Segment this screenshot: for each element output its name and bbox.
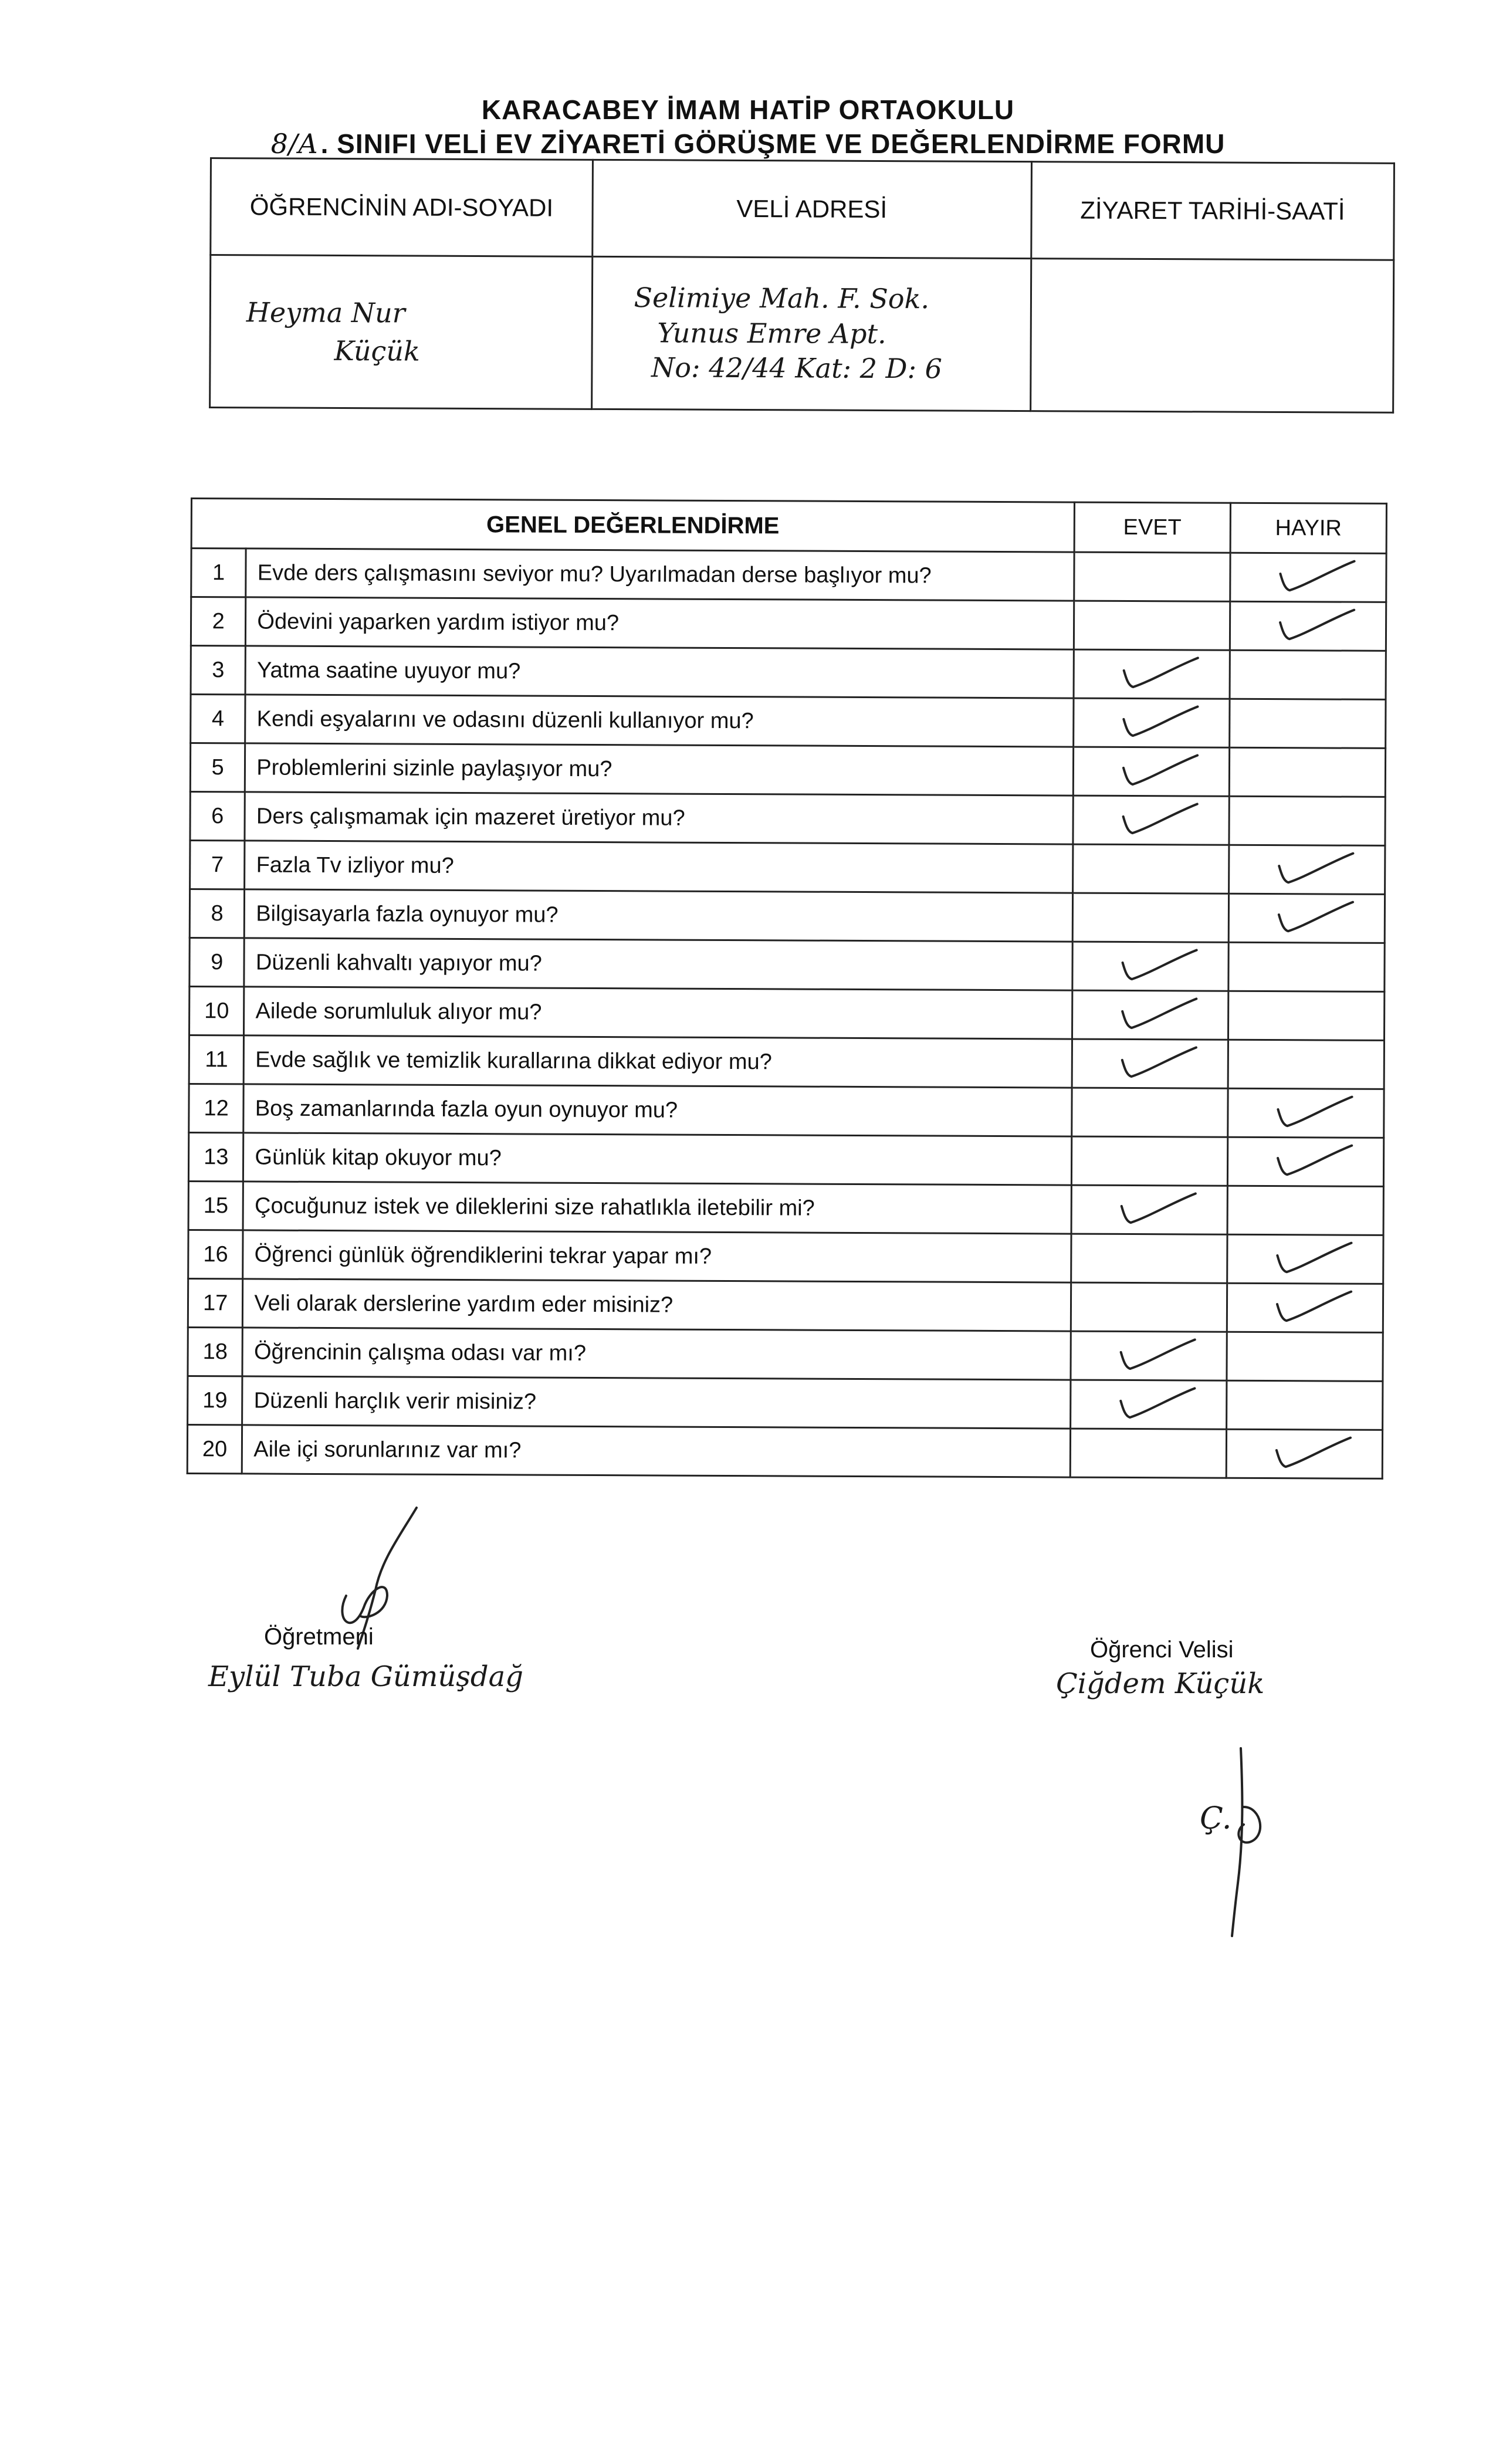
- answer-no-cell: [1227, 1186, 1383, 1235]
- teacher-label: Öğretmeni: [264, 1624, 374, 1650]
- checkmark-icon: [1272, 605, 1360, 648]
- question-number: 17: [188, 1278, 243, 1327]
- checkmark-icon: [1115, 702, 1203, 744]
- answer-no-cell: [1230, 601, 1386, 651]
- evaluation-row: [189, 1084, 1384, 1138]
- evaluation-row: [189, 889, 1385, 943]
- answer-no-cell: [1227, 1137, 1383, 1186]
- question-text: Düzenli harçlık verir misiniz?: [242, 1376, 1071, 1429]
- answer-no-cell: [1227, 1283, 1383, 1332]
- question-number: 8: [189, 889, 245, 938]
- answer-no-cell: [1228, 1088, 1384, 1138]
- answer-no-cell: [1230, 699, 1386, 748]
- answer-no-cell: [1228, 893, 1385, 943]
- header-student-name: ÖĞRENCİNİN ADI-SOYADI: [211, 158, 593, 257]
- question-text: Aile içi sorunlarınız var mı?: [242, 1425, 1071, 1477]
- answer-yes-cell: [1071, 1136, 1227, 1186]
- checkmark-icon: [1269, 1238, 1357, 1281]
- evaluation-row: [188, 1278, 1383, 1332]
- checkmark-icon: [1271, 848, 1359, 891]
- header-parent-address: VELİ ADRESİ: [592, 160, 1031, 258]
- answer-no-cell: [1227, 1234, 1383, 1284]
- question-text: Evde sağlık ve temizlik kurallarına dikkat ediyor mu?: [243, 1035, 1072, 1088]
- question-number: 13: [188, 1132, 243, 1181]
- question-text: Boş zamanlarında fazla oyun oynuyor mu?: [243, 1084, 1072, 1136]
- answer-yes-cell: [1072, 990, 1228, 1040]
- answer-no-cell: [1229, 796, 1385, 845]
- question-number: 11: [189, 1035, 244, 1084]
- checkmark-icon: [1269, 1287, 1357, 1329]
- evaluation-row: [188, 1181, 1383, 1235]
- evaluation-row: [188, 1230, 1383, 1284]
- address-cell: [591, 256, 1031, 411]
- question-number: 2: [191, 597, 246, 646]
- question-text: Veli olarak derslerine yardım eder misiniz?: [243, 1279, 1071, 1331]
- evaluation-row: [189, 986, 1385, 1040]
- question-text: Düzenli kahvaltı yapıyor mu?: [244, 938, 1072, 990]
- question-text: Yatma saatine uyuyor mu?: [245, 646, 1074, 698]
- question-text: Günlük kitap okuyor mu?: [243, 1133, 1072, 1185]
- question-number: 9: [189, 937, 245, 986]
- evaluation-row: [191, 597, 1386, 651]
- evaluation-table: [187, 497, 1387, 1480]
- form-title-text: . SINIFI VELİ EV ZİYARETİ GÖRÜŞME VE DEĞERLENDİRME FORMU: [320, 128, 1226, 159]
- header-visit-datetime: ZİYARET TARİHİ-SAATİ: [1031, 162, 1394, 260]
- question-number: 18: [188, 1327, 243, 1376]
- answer-yes-cell: [1071, 1282, 1227, 1332]
- question-text: Evde ders çalışmasını seviyor mu? Uyarılmadan derse başlıyor mu?: [246, 549, 1074, 601]
- answer-no-cell: [1228, 1040, 1384, 1089]
- answer-yes-cell: [1072, 893, 1228, 942]
- question-text: Ders çalışmamak için mazeret üretiyor mu?: [245, 792, 1073, 844]
- answer-yes-cell: [1071, 1234, 1227, 1283]
- student-name-line2: Küçük: [334, 334, 420, 367]
- checkmark-icon: [1270, 1092, 1358, 1135]
- evaluation-row: [189, 1035, 1384, 1089]
- question-number: 7: [190, 841, 245, 889]
- checkmark-icon: [1115, 750, 1203, 793]
- answer-yes-cell: [1074, 649, 1230, 699]
- evaluation-row: [190, 743, 1385, 797]
- answer-yes-cell: [1071, 1185, 1227, 1234]
- evaluation-row: [187, 1424, 1382, 1478]
- question-number: 16: [188, 1230, 243, 1278]
- checkmark-icon: [1113, 1189, 1201, 1231]
- answer-no-cell: [1228, 942, 1385, 991]
- question-text: Kendi eşyalarını ve odasını düzenli kullanıyor mu?: [245, 695, 1074, 747]
- answer-yes-cell: [1073, 747, 1229, 796]
- answer-no-cell: [1229, 747, 1385, 797]
- student-name-line1: Heyma Nur: [246, 296, 405, 329]
- checkmark-icon: [1272, 556, 1360, 599]
- evaluation-row: [188, 1132, 1383, 1186]
- question-number: 6: [190, 792, 245, 841]
- visit-datetime-cell: [1030, 259, 1394, 413]
- evaluation-row: [188, 1327, 1383, 1381]
- teacher-name: Eylül Tuba Gümüşdağ: [208, 1660, 523, 1693]
- checkmark-icon: [1270, 1140, 1358, 1183]
- answer-yes-cell: [1074, 601, 1230, 650]
- answer-yes-cell: [1072, 942, 1228, 991]
- question-text: Bilgisayarla fazla oynuyor mu?: [245, 889, 1073, 942]
- question-number: 19: [188, 1376, 243, 1424]
- question-text: Öğrenci günlük öğrendiklerini tekrar yapar mı?: [243, 1230, 1071, 1282]
- checkmark-icon: [1112, 1335, 1200, 1377]
- question-number: 3: [191, 646, 246, 695]
- answer-no-cell: [1227, 1332, 1383, 1381]
- question-number: 20: [187, 1424, 242, 1473]
- evaluation-row: [191, 695, 1386, 749]
- header-yes: EVET: [1074, 502, 1230, 553]
- school-title: KARACABEY İMAM HATİP ORTAOKULU: [481, 94, 1015, 125]
- student-name-cell: [210, 255, 593, 409]
- class-handwritten: 8/A: [270, 128, 319, 160]
- parent-name: Çiğdem Küçük: [1056, 1667, 1265, 1700]
- question-number: 15: [188, 1181, 243, 1230]
- checkmark-icon: [1114, 945, 1202, 988]
- question-number: 4: [191, 695, 246, 743]
- parent-signature: [1179, 1742, 1297, 1942]
- evaluation-row: [189, 937, 1385, 991]
- checkmark-icon: [1271, 897, 1359, 940]
- student-info-table: [209, 157, 1395, 414]
- answer-no-cell: [1226, 1429, 1382, 1478]
- question-number: 5: [190, 743, 245, 792]
- question-number: 10: [189, 986, 245, 1035]
- checkmark-icon: [1268, 1433, 1356, 1475]
- answer-no-cell: [1228, 991, 1384, 1040]
- evaluation-row: [191, 549, 1386, 603]
- checkmark-icon: [1115, 653, 1203, 696]
- answer-yes-cell: [1073, 796, 1229, 845]
- parent-initials: Ç.: [1200, 1801, 1232, 1836]
- evaluation-row: [191, 646, 1386, 700]
- answer-yes-cell: [1072, 844, 1228, 893]
- question-text: Ödevini yaparken yardım istiyor mu?: [246, 597, 1074, 649]
- answer-no-cell: [1227, 1380, 1383, 1430]
- answer-yes-cell: [1074, 552, 1230, 601]
- form-title: [0, 128, 1496, 160]
- question-text: Problemlerini sizinle paylaşıyor mu?: [245, 743, 1074, 796]
- question-text: Fazla Tv izliyor mu?: [245, 841, 1073, 893]
- header-no: HAYIR: [1230, 503, 1386, 553]
- question-text: Ailede sorumluluk alıyor mu?: [244, 987, 1072, 1039]
- parent-label: Öğrenci Velisi: [1090, 1637, 1234, 1663]
- answer-yes-cell: [1071, 1331, 1227, 1380]
- answer-yes-cell: [1070, 1429, 1226, 1478]
- address-line3: No: 42/44 Kat: 2 D: 6: [651, 351, 943, 385]
- answer-yes-cell: [1074, 698, 1230, 747]
- answer-yes-cell: [1072, 1039, 1228, 1088]
- question-number: 12: [189, 1084, 244, 1132]
- answer-no-cell: [1230, 553, 1386, 602]
- answer-no-cell: [1228, 845, 1385, 894]
- evaluation-row: [190, 841, 1385, 895]
- checkmark-icon: [1114, 1043, 1202, 1085]
- checkmark-icon: [1115, 799, 1203, 842]
- question-text: Çocuğunuz istek ve dileklerini size rahatlıkla iletebilir mi?: [243, 1182, 1071, 1234]
- question-number: 1: [191, 549, 246, 597]
- evaluation-row: [188, 1376, 1383, 1430]
- checkmark-icon: [1114, 994, 1202, 1037]
- address-line1: Selimiye Mah. F. Sok.: [634, 281, 930, 315]
- answer-no-cell: [1230, 650, 1386, 699]
- evaluation-row: [190, 792, 1385, 846]
- address-line2: Yunus Emre Apt.: [657, 316, 886, 350]
- evaluation-title: GENEL DEĞERLENDİRME: [191, 499, 1074, 553]
- question-text: Öğrencinin çalışma odası var mı?: [242, 1328, 1071, 1380]
- answer-yes-cell: [1072, 1088, 1228, 1137]
- checkmark-icon: [1112, 1383, 1200, 1426]
- answer-yes-cell: [1070, 1380, 1226, 1429]
